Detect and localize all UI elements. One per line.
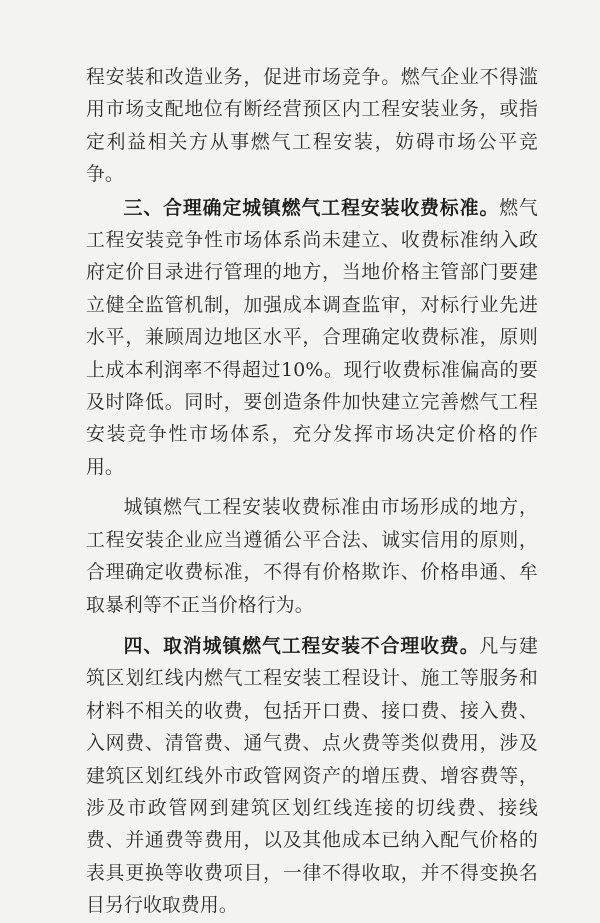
section-3-heading: 三、合理确定城镇燃气工程安装收费标准。 bbox=[123, 196, 500, 219]
paragraph-4-text: 凡与建筑区划红线内燃气工程安装工程设计、施工等服务和材料不相关的收费，包括开口费、接口费、接入费、入网费、清管费、通气费、点火费等类似费用，涉及建筑区划红线外市政管网资产的增压费、增容费等，涉及市政管网到建筑区划红线连接的切线费、接线费、并通费等费用，以及其他成本已纳入配气价格的表具更换等收费项目，一律不得收取，并不得变换名目另行收取费用。 bbox=[86, 635, 538, 917]
paragraph-1 bbox=[86, 62, 538, 192]
section-4-heading: 四、取消城镇燃气工程安装不合理收费。 bbox=[123, 634, 480, 657]
paragraph-4 bbox=[86, 630, 538, 923]
paragraph-2 bbox=[86, 192, 538, 485]
paragraph-3 bbox=[86, 492, 538, 622]
paragraph-3-text: 城镇燃气工程安装收费标准由市场形成的地方，工程安装企业应当遵循公平合法、诚实信用的原则，合理确定收费标准，不得有价格欺诈、价格串通、牟取暴利等不正当价格行为。 bbox=[86, 497, 538, 616]
paragraph-1-text: 程安装和改造业务，促进市场竞争。燃气企业不得滥用市场支配地位有断经营预区内工程安装业务，或指定利益相关方从事燃气工程安装，妨碍市场公平竞争。 bbox=[86, 67, 538, 186]
paragraph-2-text: 燃气工程安装竞争性市场体系尚未建立、收费标准纳入政府定价目录进行管理的地方，当地价格主管部门要建立健全监管机制，加强成本调查监审，对标行业先进水平，兼顾周边地区水平，合理确定收费标准，原则上成本利润率不得超过10%。现行收费标准偏高的要及时降低。同时，要创造条件加快建立完善燃气工程安装竞争性市场体系，充分发挥市场决定价格的作用。 bbox=[86, 197, 538, 478]
